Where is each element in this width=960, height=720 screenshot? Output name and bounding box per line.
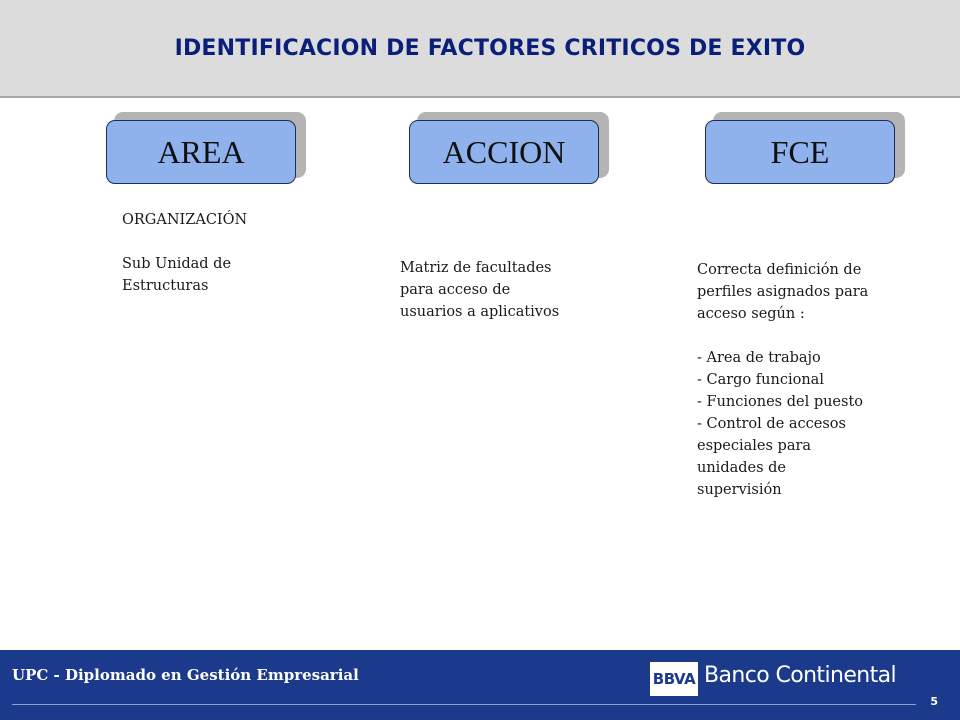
fce-heading-box — [705, 112, 905, 186]
slide-title: IDENTIFICACION DE FACTORES CRITICOS DE EXITO — [174, 36, 806, 61]
area-heading-box — [106, 112, 306, 186]
page-number: 5 — [930, 695, 938, 708]
slide-footer — [0, 650, 960, 720]
accion-text: Matriz de facultades para acceso de usuarios a aplicativos — [400, 260, 560, 320]
fce-heading: FCE — [705, 120, 895, 184]
footer-divider — [12, 704, 916, 705]
accion-heading: ACCION — [409, 120, 599, 184]
bank-name: Banco Continental — [704, 663, 897, 688]
bbva-logo-icon — [650, 662, 698, 696]
area-text: ORGANIZACIÓN Sub Unidad de Estructuras — [122, 212, 248, 294]
fce-text: Correcta definición de perfiles asignados para acceso según : - Area de trabajo - Cargo funcional - Funciones del puesto - Control de accesos especiales para unidades de supervisión — [697, 262, 869, 498]
footer-course-label: UPC - Diplomado en Gestión Empresarial — [12, 666, 359, 684]
bbva-logo-mark: BBVA — [652, 670, 696, 688]
area-heading: AREA — [106, 120, 296, 184]
slide-header — [0, 0, 960, 98]
accion-heading-box — [409, 112, 609, 186]
